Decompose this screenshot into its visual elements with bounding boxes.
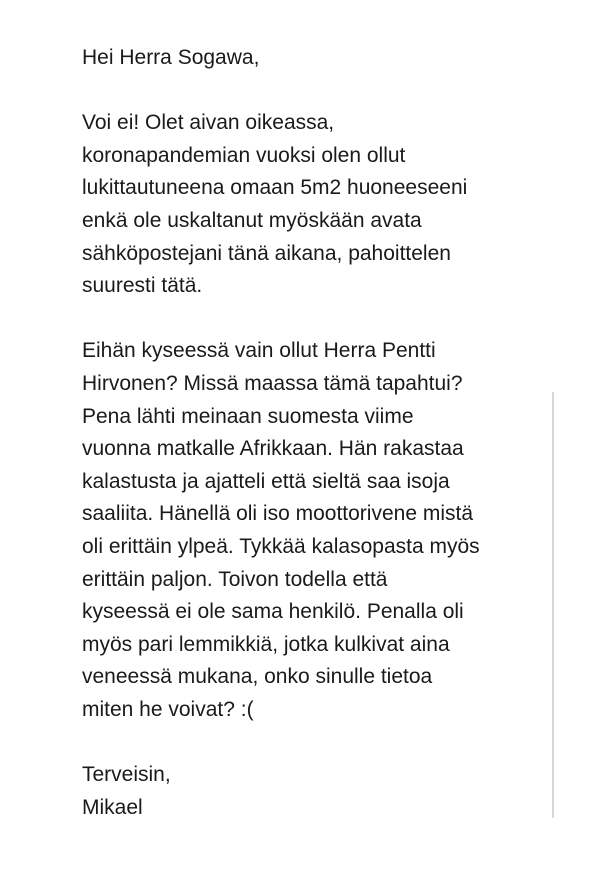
paragraph-line: lukittautuneena omaan 5m2 huoneeseeni — [82, 176, 468, 200]
email-greeting: Hei Herra Sogawa, — [82, 46, 260, 69]
paragraph-line: vuonna matkalle Afrikkaan. Hän rakastaa — [82, 437, 464, 461]
paragraph-gap — [82, 303, 552, 336]
paragraph-line: veneessä mukana, onko sinulle tietoa — [82, 665, 433, 689]
email-paragraph-2 — [82, 335, 552, 726]
paragraph-line: suuresti tätä. — [82, 274, 203, 298]
paragraph-line: Hirvonen? Missä maassa tämä tapahtui? — [82, 371, 463, 395]
email-paragraph-1 — [82, 107, 552, 303]
paragraph-line: sähköpostejani tänä aikana, pahoittelen — [82, 241, 451, 265]
paragraph-line: oli erittäin ylpeä. Tykkää kalasopasta myös — [82, 534, 480, 558]
paragraph-line: kalastusta ja ajatteli että sieltä saa isoja — [82, 469, 450, 493]
paragraph-line: erittäin paljon. Toivon todella että — [82, 567, 388, 591]
scrollbar-thumb[interactable] — [552, 392, 554, 818]
paragraph-line: kyseessä ei ole sama henkilö. Penalla oli — [82, 600, 464, 624]
email-signature: Mikael — [82, 795, 143, 819]
paragraph-gap — [82, 726, 552, 759]
email-body — [82, 42, 552, 824]
paragraph-line: enkä ole uskaltanut myöskään avata — [82, 208, 422, 232]
paragraph-line: Voi ei! Olet aivan oikeassa, — [82, 111, 335, 135]
paragraph-line: Eihän kyseessä vain ollut Herra Pentti — [82, 339, 436, 363]
paragraph-gap — [82, 75, 552, 108]
email-closing: Terveisin, — [82, 763, 171, 787]
paragraph-line: saaliita. Hänellä oli iso moottorivene mistä — [82, 502, 474, 526]
paragraph-line: miten he voivat? :( — [82, 697, 254, 721]
paragraph-line: myös pari lemmikkiä, jotka kulkivat aina — [82, 632, 450, 656]
paragraph-line: koronapandemian vuoksi olen ollut — [82, 143, 406, 167]
paragraph-line: Pena lähti meinaan suomesta viime — [82, 404, 414, 428]
